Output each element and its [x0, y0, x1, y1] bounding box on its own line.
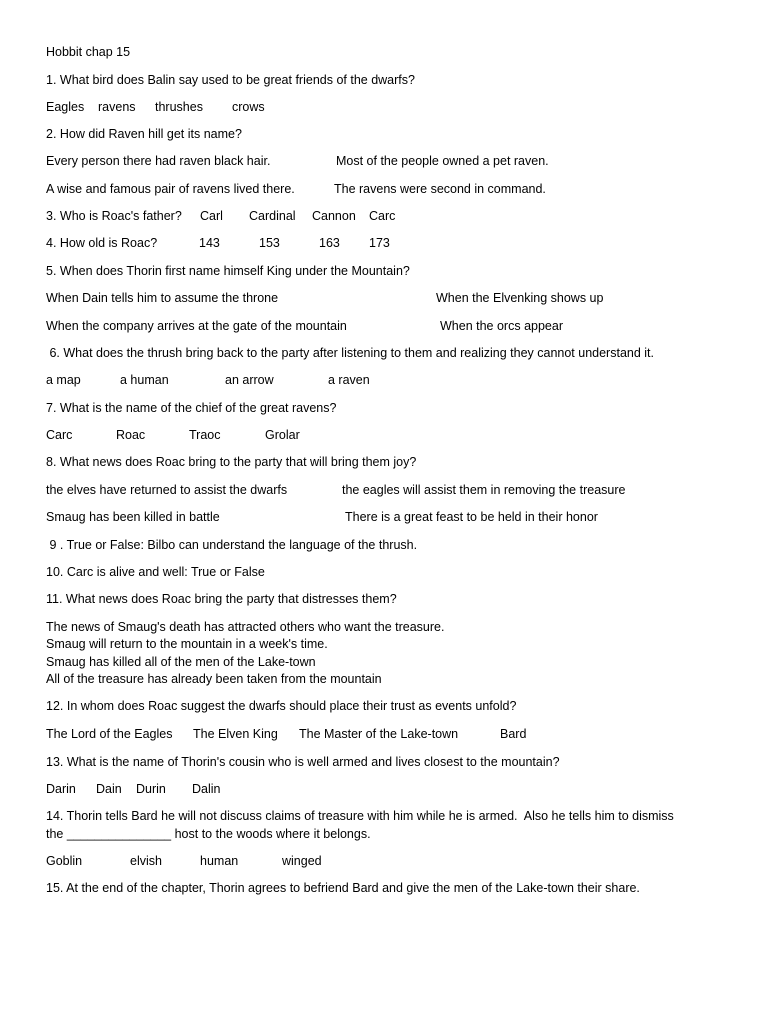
q2-option-c: A wise and famous pair of ravens lived there. [46, 182, 295, 196]
q8-option-a: the elves have returned to assist the dwarfs [46, 483, 288, 497]
q6-option-c: an arrow [225, 373, 274, 387]
worksheet-title: Hobbit chap 15 [46, 45, 131, 59]
question-11: 11. What news does Roac bring the party that distresses them? [46, 592, 397, 606]
q13-option-a: Darin [46, 782, 76, 796]
q7-option-d: Grolar [265, 428, 300, 442]
q13-option-c: Durin [136, 782, 166, 796]
q7-option-c: Traoc [189, 428, 221, 442]
question-10: 10. Carc is alive and well: True or False [46, 565, 265, 579]
q7-option-a: Carc [46, 428, 73, 442]
q12-option-a: The Lord of the Eagles [46, 727, 173, 741]
q12-option-d: Bard [500, 727, 527, 741]
q4-option-d: 173 [369, 236, 390, 250]
q2-option-d: The ravens were second in command. [334, 182, 546, 196]
q14-option-b: elvish [130, 854, 162, 868]
q2-option-b: Most of the people owned a pet raven. [336, 154, 549, 168]
q6-option-a: a map [46, 373, 81, 387]
q1-option-a: Eagles [46, 100, 85, 114]
question-13: 13. What is the name of Thorin's cousin who is well armed and lives closest to the mountain? [46, 755, 560, 769]
question-12: 12. In whom does Roac suggest the dwarfs should place their trust as events unfold? [46, 699, 517, 713]
q11-option-a: The news of Smaug's death has attracted others who want the treasure. [46, 620, 445, 634]
q11-option-b: Smaug will return to the mountain in a week's time. [46, 637, 328, 651]
q5-option-c: When the company arrives at the gate of the mountain [46, 319, 347, 333]
q5-option-b: When the Elvenking shows up [436, 291, 604, 305]
q4-option-c: 163 [319, 236, 340, 250]
question-2: 2. How did Raven hill get its name? [46, 127, 242, 141]
q3-option-c: Cannon [312, 209, 356, 223]
q13-option-d: Dalin [192, 782, 221, 796]
q3-option-d: Carc [369, 209, 396, 223]
q2-option-a: Every person there had raven black hair. [46, 154, 271, 168]
q3-option-b: Cardinal [249, 209, 296, 223]
q8-option-c: Smaug has been killed in battle [46, 510, 220, 524]
question-6: 6. What does the thrush bring back to the party after listening to them and realizing they cannot understand it. [46, 346, 654, 360]
q6-option-b: a human [120, 373, 169, 387]
q11-option-c: Smaug has killed all of the men of the Lake-town [46, 655, 316, 669]
q1-option-d: crows [232, 100, 265, 114]
q4-option-a: 143 [199, 236, 220, 250]
q13-option-b: Dain [96, 782, 122, 796]
q8-option-d: There is a great feast to be held in their honor [345, 510, 598, 524]
question-7: 7. What is the name of the chief of the great ravens? [46, 401, 337, 415]
q14-option-a: Goblin [46, 854, 83, 868]
q8-option-b: the eagles will assist them in removing the treasure [342, 483, 626, 497]
q5-option-d: When the orcs appear [440, 319, 563, 333]
q1-option-c: thrushes [155, 100, 203, 114]
question-9: 9 . True or False: Bilbo can understand the language of the thrush. [46, 538, 418, 552]
q12-option-c: The Master of the Lake-town [299, 727, 459, 741]
q5-option-a: When Dain tells him to assume the throne [46, 291, 279, 305]
q14-option-c: human [200, 854, 239, 868]
question-1: 1. What bird does Balin say used to be great friends of the dwarfs? [46, 73, 415, 87]
q6-option-d: a raven [328, 373, 370, 387]
q1-option-b: ravens [98, 100, 136, 114]
question-3: 3. Who is Roac's father? [46, 209, 182, 223]
question-5: 5. When does Thorin first name himself King under the Mountain? [46, 264, 410, 278]
q3-option-a: Carl [200, 209, 223, 223]
q7-option-b: Roac [116, 428, 146, 442]
q14-option-d: winged [282, 854, 322, 868]
question-15: 15. At the end of the chapter, Thorin agrees to befriend Bard and give the men of the Lake-town their share. [46, 881, 640, 895]
question-14-line-1: 14. Thorin tells Bard he will not discuss claims of treasure with him while he is armed. Also he tells him to dismiss [46, 809, 674, 823]
q11-option-d: All of the treasure has already been taken from the mountain [46, 672, 382, 686]
question-4: 4. How old is Roac? [46, 236, 158, 250]
question-14-line-2: the _______________ host to the woods where it belongs. [46, 827, 371, 841]
q12-option-b: The Elven King [193, 727, 278, 741]
question-8: 8. What news does Roac bring to the party that will bring them joy? [46, 455, 417, 469]
q4-option-b: 153 [259, 236, 280, 250]
